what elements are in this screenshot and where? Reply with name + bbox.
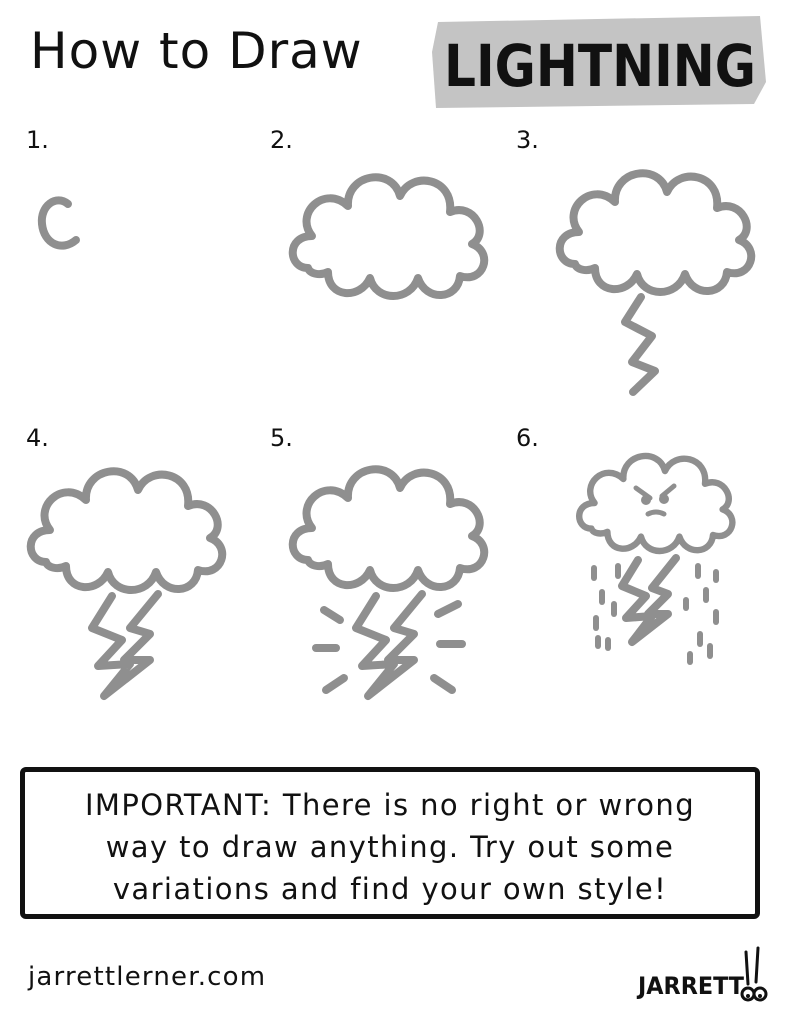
step-6-cloud (579, 456, 732, 551)
step-4-drawing (31, 471, 222, 696)
step-2-drawing (293, 177, 484, 296)
important-note-box (20, 767, 760, 919)
note-line-1: IMPORTANT: There is no right or wrong (84, 788, 696, 822)
title-highlight-text: LIGHTNING (444, 32, 756, 100)
artist-signature (636, 940, 766, 1010)
step-3-drawing (560, 173, 751, 392)
step-6-face (636, 486, 674, 514)
step-4-cloud (31, 471, 222, 590)
step-2-cloud (293, 177, 484, 296)
website-link[interactable]: jarrettlerner.com (28, 962, 267, 992)
step-3-bolt (625, 297, 655, 392)
step-1-arc (42, 200, 76, 245)
step-1-number: 1. (26, 126, 49, 154)
svg-text:JARRETT: JARRETT (636, 972, 745, 1000)
note-line-2: way to draw anything. Try out some (105, 830, 675, 864)
step-6-drawing (579, 456, 732, 662)
step-6-bolt (622, 558, 676, 642)
step-5-number: 5. (270, 424, 293, 452)
step-3-cloud (560, 173, 751, 292)
step-3-number: 3. (516, 126, 539, 154)
step-5-bolt (356, 594, 422, 696)
step-2-number: 2. (270, 126, 293, 154)
step-5-drawing (293, 469, 484, 696)
title-prefix: How to Draw (30, 22, 363, 80)
step-5-cloud (293, 469, 484, 588)
step-1-drawing (42, 200, 76, 245)
step-6-number: 6. (516, 424, 539, 452)
step-4-number: 4. (26, 424, 49, 452)
note-line-3: variations and find your own style! (112, 872, 668, 906)
step-4-bolt (92, 594, 158, 696)
